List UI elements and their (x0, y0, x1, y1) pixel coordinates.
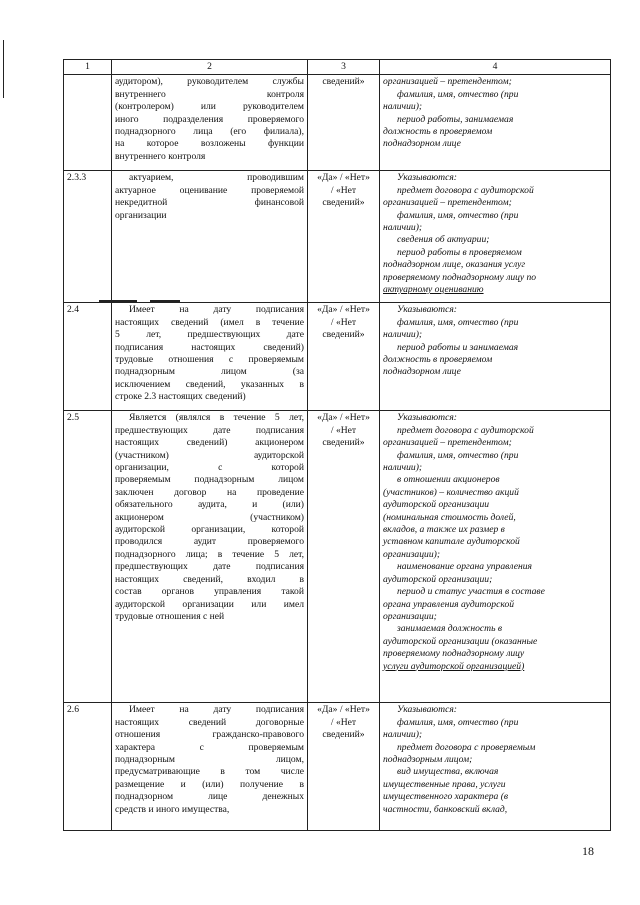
info-table (63, 59, 611, 831)
answer-line: «Да» / «Нет» (317, 304, 370, 316)
details-line: организацией – претендентом; (383, 197, 512, 209)
details-line: Указываются: (397, 172, 458, 184)
answer-line: / «Нет (330, 184, 357, 196)
answer-line: сведений» (322, 729, 365, 741)
details-line: фамилия, имя, отчество (при (397, 209, 519, 221)
criterion-line: поднадзорным лицом, (115, 754, 304, 766)
criterion-line: обязательного аудита, и (или) (115, 499, 304, 511)
details-text (380, 411, 611, 703)
criterion-line: внутреннего контроля (115, 150, 206, 162)
details-line: период работы в проверяемом (397, 246, 522, 258)
details-line: вкладов, а также их размер в (383, 524, 505, 536)
answer-line: сведений» (322, 437, 365, 449)
details-line: наличии); (383, 462, 423, 474)
criterion-line: аудитором), руководителем службы (115, 76, 304, 88)
criterion-line: (контролером) или руководителем (115, 101, 304, 113)
details-line: организации; (383, 610, 437, 622)
criterion-line: проводился аудит проверяемого (115, 536, 304, 548)
header-cell: 4 (380, 60, 611, 75)
criterion-line: настоящих сведений договорные (115, 716, 304, 728)
details-line: должность в проверяемом (383, 126, 493, 138)
criterion-line: поднадзорном лице денежных (115, 791, 304, 803)
criterion-line: иного подразделения проверяемого (115, 113, 304, 125)
answer-line: / «Нет (330, 716, 357, 728)
table-row (64, 411, 611, 703)
details-line: вид имущества, включая (397, 766, 499, 778)
criterion-line: настоящих сведений) акционером (115, 437, 304, 449)
criterion-line: Является (являлся в течение 5 лет, (129, 412, 304, 424)
criterion-line: подписания настоящих сведений) (115, 341, 304, 353)
table-row (64, 171, 611, 303)
criterion-line: организации, с которой (115, 462, 304, 474)
criterion-line: внутреннего контроля (115, 88, 304, 100)
table-row (64, 703, 611, 831)
criterion-line: 5 лет, предшествующих дате (115, 329, 304, 341)
criterion-line: состав органов управления такой (115, 586, 304, 598)
answer-line: сведений» (322, 329, 365, 341)
table-row (64, 75, 611, 171)
criterion-text (112, 75, 308, 171)
details-line: период и статус участия в составе (397, 586, 545, 598)
answer-line: «Да» / «Нет» (317, 704, 370, 716)
margin-mark (3, 40, 4, 98)
criterion-line: на которое возложены функции (115, 138, 304, 150)
answer-options (308, 411, 380, 703)
details-line: период работы, занимаемая (397, 113, 514, 125)
row-number (64, 75, 112, 171)
details-line: предмет договора с аудиторской (397, 184, 534, 196)
criterion-line: предшествующих дате подписания (115, 561, 304, 573)
details-line: имущественного характера (в (383, 791, 509, 803)
criterion-line: Имеет на дату подписания (129, 704, 304, 716)
criterion-line: характера с проверяемым (115, 741, 304, 753)
answer-line: / «Нет (330, 424, 357, 436)
details-line: организацией – претендентом; (383, 76, 512, 88)
details-line: фамилия, имя, отчество (при (397, 88, 519, 100)
header-cell: 3 (308, 60, 380, 75)
criterion-line: заключен договор на проведение (115, 486, 304, 498)
details-line: период работы и занимаемая (397, 341, 519, 353)
details-line: предмет договора с проверяемым (397, 741, 536, 753)
details-line: поднадзорном лице (383, 366, 461, 378)
details-text (380, 303, 611, 411)
criterion-line: (участником) аудиторской (115, 449, 304, 461)
details-line: уставном капитале аудиторской (383, 536, 520, 548)
details-line: в отношении акционеров (397, 474, 500, 486)
header-cell: 2 (112, 60, 308, 75)
criterion-line: средств и иного имущества, (115, 803, 230, 815)
table-header-row (64, 60, 611, 75)
header-cell: 1 (64, 60, 112, 75)
criterion-line: трудовые отношения с ней (115, 610, 225, 622)
details-line: фамилия, имя, отчество (при (397, 316, 519, 328)
details-line: Указываются: (397, 304, 458, 316)
details-line: (номинальная стоимость долей, (383, 511, 516, 523)
criterion-text (112, 171, 308, 303)
row-number: 2.5 (64, 411, 112, 703)
criterion-line: Имеет на дату подписания (129, 304, 304, 316)
answer-line: сведений» (322, 197, 365, 209)
criterion-line: поднадзорным лицом (за (115, 366, 304, 378)
details-line: поднадзорном лице (383, 138, 461, 150)
details-line: наличии); (383, 222, 423, 234)
criterion-line: размещение и (или) получение в (115, 778, 304, 790)
details-line: наименование органа управления (397, 561, 532, 573)
details-line: поднадзорном лице, оказания услуг (383, 259, 526, 271)
details-line: занимаемая должность в (397, 623, 503, 635)
details-line: сведения об актуарии; (397, 234, 490, 246)
criterion-text (112, 411, 308, 703)
criterion-line: актуарное оценивание проверяемой (115, 184, 304, 196)
details-line: наличии); (383, 101, 423, 113)
details-text (380, 75, 611, 171)
criterion-line: трудовые отношения с проверяемым (115, 354, 304, 366)
row-number: 2.3.3 (64, 171, 112, 303)
details-line: фамилия, имя, отчество (при (397, 449, 519, 461)
answer-options (308, 171, 380, 303)
criterion-line: поднадзорного лица (его филиала), (115, 126, 304, 138)
criterion-line: аудиторской организации, которой (115, 524, 304, 536)
criterion-line: строке 2.3 настоящих сведений) (115, 391, 246, 403)
answer-options (308, 75, 380, 171)
answer-line: / «Нет (330, 316, 357, 328)
details-line: Указываются: (397, 704, 458, 716)
details-line: (участников) – количество акций (383, 486, 519, 498)
criterion-line: отношения гражданско-правового (115, 729, 304, 741)
details-line: наличии); (383, 329, 423, 341)
answer-line: «Да» / «Нет» (317, 412, 370, 424)
answer-line: «Да» / «Нет» (317, 172, 370, 184)
criterion-text (112, 703, 308, 831)
criterion-line: организации (115, 209, 167, 221)
criterion-line: актуарием, проводившим (129, 172, 304, 184)
criterion-line: настоящих сведений (имел в течение (115, 316, 304, 328)
criterion-text (112, 303, 308, 411)
details-line: Указываются: (397, 412, 458, 424)
details-line: предмет договора с аудиторской (397, 424, 534, 436)
details-line: органа управления аудиторской (383, 598, 515, 610)
details-line: услуги аудиторской организацией) (383, 660, 525, 672)
row-number: 2.6 (64, 703, 112, 831)
details-line: проверяемому поднадзорному лицу (383, 648, 525, 660)
criterion-line: акционером (участником) (115, 511, 304, 523)
row-number: 2.4 (64, 303, 112, 411)
criterion-line: настоящих сведений, входил в (115, 573, 304, 585)
answer-options (308, 703, 380, 831)
details-line: проверяемому поднадзорному лицу по (383, 271, 537, 283)
details-line: поднадзорным лицом; (383, 754, 473, 766)
details-line: частности, банковский вклад, (383, 803, 508, 815)
table-row (64, 303, 611, 411)
details-line: аудиторской организации (оказанные (383, 635, 538, 647)
details-line: должность в проверяемом (383, 354, 493, 366)
criterion-line: некредитной финансовой (115, 197, 304, 209)
answer-options (308, 303, 380, 411)
details-text (380, 171, 611, 303)
details-line: организацией – претендентом; (383, 437, 512, 449)
criterion-line: исключением сведений, указанных в (115, 378, 304, 390)
page-number: 18 (582, 844, 594, 858)
details-text (380, 703, 611, 831)
details-line: наличии); (383, 729, 423, 741)
criterion-line: аудиторской организации или имел (115, 598, 304, 610)
details-line: организации); (383, 548, 441, 560)
criterion-line: предшествующих дате подписания (115, 424, 304, 436)
details-line: аудиторской организации (383, 499, 490, 511)
details-line: имущественные права, услуги (383, 778, 506, 790)
details-line: фамилия, имя, отчество (при (397, 716, 519, 728)
answer-line: сведений» (322, 76, 365, 88)
details-line: актуарному оцениванию (383, 284, 484, 296)
criterion-line: проверяемым поднадзорным лицом (115, 474, 304, 486)
criterion-line: предусматривающие в том числе (115, 766, 304, 778)
criterion-line: поднадзорного лица; в течение 5 лет, (115, 548, 304, 560)
details-line: аудиторской организации; (383, 573, 493, 585)
